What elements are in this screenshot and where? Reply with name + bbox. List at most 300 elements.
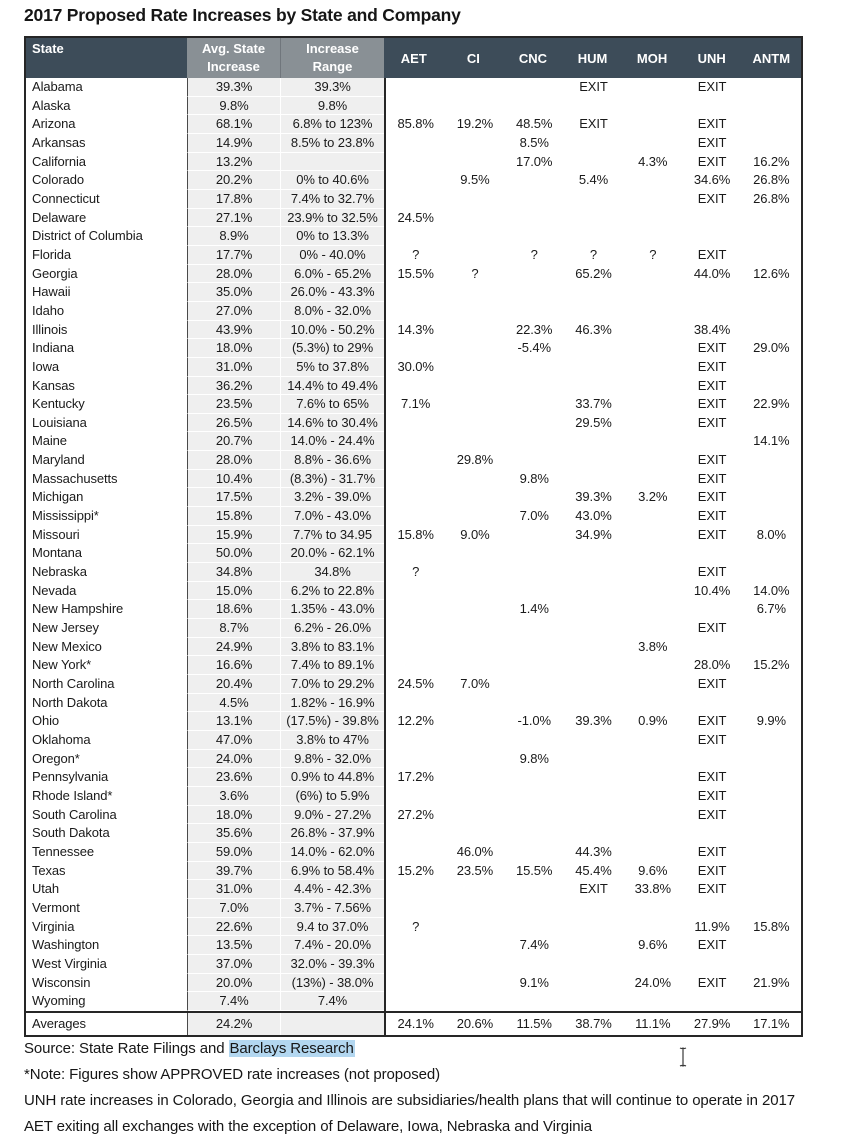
company-value-cell-moh: ? bbox=[649, 246, 657, 262]
text-ibeam-cursor bbox=[677, 1046, 689, 1068]
table-row bbox=[26, 134, 801, 153]
company-value-cell-hum bbox=[564, 134, 623, 153]
company-value-cell-antm: 26.8% bbox=[753, 190, 790, 206]
company-value-cell-aet bbox=[386, 656, 445, 675]
averages-label: Averages bbox=[32, 1015, 86, 1031]
company-values bbox=[384, 694, 801, 713]
table-row bbox=[26, 283, 801, 302]
company-value-cell-aet bbox=[386, 97, 445, 116]
company-value-cell-ci bbox=[445, 936, 504, 955]
range-header-line1: Increase bbox=[306, 41, 359, 56]
range-cell: (8.3%) - 31.7% bbox=[280, 470, 384, 489]
company-value-cell-hum bbox=[564, 787, 623, 806]
avg-increase-cell: 16.6% bbox=[187, 656, 280, 675]
company-value-cell-hum bbox=[564, 992, 623, 1011]
company-value-cell-moh bbox=[623, 115, 682, 134]
state-cell: Oklahoma bbox=[32, 731, 91, 747]
company-value-cell-cnc bbox=[505, 526, 564, 545]
range-cell: 14.4% to 49.4% bbox=[280, 377, 384, 396]
company-value-cell-antm bbox=[742, 992, 801, 1011]
range-cell: 7.0% - 43.0% bbox=[280, 507, 384, 526]
company-value-cell-aet bbox=[386, 377, 445, 396]
range-cell: (5.3%) to 29% bbox=[280, 339, 384, 358]
company-value-cell-cnc: 48.5% bbox=[516, 116, 553, 132]
company-value-cell-moh bbox=[623, 377, 682, 396]
company-value-cell-hum bbox=[564, 432, 623, 451]
column-header-ci: CI bbox=[466, 50, 480, 66]
company-value-cell-ci bbox=[445, 97, 504, 116]
company-value-cell-cnc bbox=[505, 787, 564, 806]
state-cell: Delaware bbox=[32, 209, 87, 225]
range-cell: 7.0% to 29.2% bbox=[280, 675, 384, 694]
company-value-cell-moh bbox=[623, 843, 682, 862]
company-value-cell-moh: 0.9% bbox=[638, 713, 668, 729]
state-cell: Mississippi* bbox=[32, 508, 99, 524]
average-value-cell-unh: 27.9% bbox=[693, 1015, 731, 1031]
company-value-cell-unh bbox=[682, 544, 741, 563]
company-values bbox=[384, 227, 801, 246]
table-row bbox=[26, 507, 801, 526]
avg-header-line2: Increase bbox=[207, 59, 260, 74]
company-value-cell-cnc bbox=[505, 283, 564, 302]
company-value-cell-moh bbox=[623, 619, 682, 638]
company-value-cell-unh: EXIT bbox=[697, 787, 727, 803]
company-value-cell-ci bbox=[445, 899, 504, 918]
company-value-cell-moh bbox=[623, 78, 682, 97]
company-value-cell-unh: EXIT bbox=[697, 358, 727, 374]
company-value-cell-hum: EXIT bbox=[579, 881, 608, 897]
company-value-cell-hum bbox=[564, 582, 623, 601]
state-cell: Colorado bbox=[32, 172, 84, 188]
company-value-cell-aet bbox=[386, 451, 445, 470]
range-cell: 1.35% - 43.0% bbox=[280, 600, 384, 619]
company-value-cell-unh bbox=[682, 694, 741, 713]
company-value-cell-aet bbox=[386, 899, 445, 918]
state-cell: South Carolina bbox=[32, 806, 117, 822]
range-cell: 20.0% - 62.1% bbox=[280, 544, 384, 563]
company-value-cell-aet bbox=[386, 619, 445, 638]
company-value-cell-aet: ? bbox=[412, 918, 420, 934]
table-row bbox=[26, 694, 801, 713]
avg-increase-cell: 28.0% bbox=[187, 265, 280, 284]
company-value-cell-ci bbox=[445, 358, 504, 377]
company-value-cell-unh: EXIT bbox=[697, 769, 727, 785]
company-value-cell-cnc bbox=[505, 432, 564, 451]
company-values bbox=[384, 432, 801, 451]
company-value-cell-aet bbox=[386, 824, 445, 843]
company-value-cell-antm bbox=[742, 955, 801, 974]
company-value-cell-unh: 44.0% bbox=[693, 265, 731, 281]
company-values bbox=[384, 358, 801, 377]
company-values bbox=[384, 153, 801, 172]
company-value-cell-antm bbox=[742, 283, 801, 302]
company-value-cell-ci bbox=[445, 507, 504, 526]
company-value-cell-unh: EXIT bbox=[697, 731, 727, 747]
company-value-cell-moh bbox=[623, 134, 682, 153]
column-header-increase-range bbox=[280, 38, 384, 78]
company-value-cell-unh: EXIT bbox=[697, 881, 727, 897]
source-highlighted-text: Barclays Research bbox=[229, 1040, 354, 1057]
company-value-cell-ci bbox=[445, 824, 504, 843]
state-cell: Ohio bbox=[32, 713, 60, 729]
state-cell: Massachusetts bbox=[32, 470, 118, 486]
company-value-cell-cnc: ? bbox=[530, 246, 538, 262]
range-cell: 6.0% - 65.2% bbox=[280, 265, 384, 284]
company-value-cell-aet bbox=[386, 638, 445, 657]
range-cell: 4.4% - 42.3% bbox=[280, 880, 384, 899]
avg-increase-cell: 20.4% bbox=[187, 675, 280, 694]
company-value-cell-hum: 39.3% bbox=[575, 713, 612, 729]
company-value-cell-aet bbox=[386, 600, 445, 619]
company-value-cell-unh: EXIT bbox=[697, 564, 727, 580]
avg-increase-cell: 17.7% bbox=[187, 246, 280, 265]
avg-header-line1: Avg. State bbox=[201, 41, 266, 56]
range-cell: 7.6% to 65% bbox=[280, 395, 384, 414]
company-value-cell-moh bbox=[623, 731, 682, 750]
company-value-cell-aet bbox=[386, 787, 445, 806]
company-value-cell-antm bbox=[742, 377, 801, 396]
company-value-cell-hum bbox=[564, 824, 623, 843]
range-cell: 1.82% - 16.9% bbox=[280, 694, 384, 713]
company-values bbox=[384, 209, 801, 228]
state-cell: Idaho bbox=[32, 302, 65, 318]
company-values bbox=[384, 918, 801, 937]
company-value-cell-moh bbox=[623, 358, 682, 377]
avg-increase-cell: 24.9% bbox=[187, 638, 280, 657]
average-value-cell-moh: 11.1% bbox=[635, 1015, 671, 1031]
company-value-cell-aet bbox=[386, 190, 445, 209]
company-value-cell-moh bbox=[623, 451, 682, 470]
company-value-cell-aet: 30.0% bbox=[397, 358, 434, 374]
table-row bbox=[26, 246, 801, 265]
avg-increase-cell: 20.0% bbox=[187, 974, 280, 993]
table-row bbox=[26, 526, 801, 545]
company-value-cell-cnc: 7.4% bbox=[519, 937, 549, 953]
company-value-cell-cnc: 8.5% bbox=[519, 134, 549, 150]
company-value-cell-antm bbox=[742, 619, 801, 638]
state-cell: Arkansas bbox=[32, 134, 86, 150]
company-value-cell-hum bbox=[564, 563, 623, 582]
range-cell: (13%) - 38.0% bbox=[280, 974, 384, 993]
avg-increase-cell: 20.7% bbox=[187, 432, 280, 451]
company-value-cell-antm: 26.8% bbox=[753, 172, 790, 188]
table-row bbox=[26, 656, 801, 675]
company-value-cell-antm bbox=[742, 78, 801, 97]
company-value-cell-aet bbox=[386, 227, 445, 246]
state-cell: Maine bbox=[32, 433, 67, 449]
avg-increase-cell: 15.0% bbox=[187, 582, 280, 601]
company-value-cell-moh bbox=[623, 414, 682, 433]
company-value-cell-moh: 3.2% bbox=[638, 489, 668, 505]
range-cell: 6.2% to 22.8% bbox=[280, 582, 384, 601]
company-values bbox=[384, 787, 801, 806]
state-cell: Florida bbox=[32, 246, 72, 262]
company-value-cell-hum: 46.3% bbox=[575, 321, 612, 337]
table-row bbox=[26, 227, 801, 246]
company-values bbox=[384, 582, 801, 601]
state-cell: South Dakota bbox=[32, 825, 110, 841]
company-value-cell-cnc bbox=[505, 78, 564, 97]
company-value-cell-moh bbox=[623, 190, 682, 209]
company-value-cell-hum bbox=[564, 936, 623, 955]
state-cell: Kentucky bbox=[32, 396, 85, 412]
state-cell: Maryland bbox=[32, 452, 85, 468]
range-cell: 5% to 37.8% bbox=[280, 358, 384, 377]
company-value-cell-hum bbox=[564, 694, 623, 713]
table-row bbox=[26, 750, 801, 769]
company-value-cell-antm bbox=[742, 750, 801, 769]
avg-increase-cell: 17.5% bbox=[187, 488, 280, 507]
company-value-cell-aet: 24.5% bbox=[397, 676, 434, 691]
company-value-cell-moh: 4.3% bbox=[638, 153, 668, 169]
company-value-cell-unh: 28.0% bbox=[693, 657, 731, 673]
state-cell: Wisconsin bbox=[32, 974, 91, 990]
avg-increase-cell: 9.8% bbox=[187, 97, 280, 116]
company-value-cell-unh: 34.6% bbox=[693, 172, 731, 188]
company-values bbox=[384, 992, 801, 1011]
company-value-cell-antm bbox=[742, 880, 801, 899]
company-value-cell-antm: 9.9% bbox=[756, 713, 786, 729]
company-value-cell-cnc: 9.1% bbox=[519, 974, 549, 990]
table-row bbox=[26, 451, 801, 470]
table-row bbox=[26, 470, 801, 489]
company-value-cell-ci bbox=[445, 656, 504, 675]
range-cell: 9.4 to 37.0% bbox=[280, 918, 384, 937]
company-value-cell-ci bbox=[445, 712, 504, 731]
company-value-cell-hum bbox=[564, 451, 623, 470]
company-values bbox=[384, 134, 801, 153]
company-value-cell-cnc: 7.0% bbox=[519, 508, 549, 524]
company-value-cell-ci bbox=[445, 880, 504, 899]
company-value-cell-hum bbox=[564, 339, 623, 358]
column-header-antm: ANTM bbox=[752, 50, 791, 66]
company-value-cell-aet: 7.1% bbox=[401, 396, 431, 412]
company-value-cell-hum bbox=[564, 302, 623, 321]
range-cell: 32.0% - 39.3% bbox=[280, 955, 384, 974]
company-value-cell-hum bbox=[564, 227, 623, 246]
state-cell: Indiana bbox=[32, 340, 74, 356]
company-value-cell-aet bbox=[386, 955, 445, 974]
avg-increase-cell: 27.1% bbox=[187, 209, 280, 228]
state-cell: Texas bbox=[32, 862, 66, 878]
company-value-cell-ci bbox=[445, 339, 504, 358]
averages-range-cell bbox=[280, 1013, 384, 1035]
state-cell: District of Columbia bbox=[32, 228, 143, 244]
company-value-cell-ci bbox=[445, 209, 504, 228]
company-value-cell-moh bbox=[623, 824, 682, 843]
company-value-cell-ci: 29.8% bbox=[456, 452, 494, 468]
average-value-cell-antm: 17.1% bbox=[753, 1015, 790, 1031]
company-value-cell-unh: EXIT bbox=[697, 843, 727, 859]
company-value-cell-ci bbox=[445, 134, 504, 153]
range-cell: 26.8% - 37.9% bbox=[280, 824, 384, 843]
state-cell: California bbox=[32, 153, 86, 169]
company-value-cell-antm bbox=[742, 470, 801, 489]
state-cell: Hawaii bbox=[32, 284, 71, 300]
company-values bbox=[384, 862, 801, 881]
company-value-cell-aet bbox=[386, 582, 445, 601]
avg-increase-cell: 23.5% bbox=[187, 395, 280, 414]
company-values bbox=[384, 470, 801, 489]
company-value-cell-hum: ? bbox=[589, 246, 598, 262]
company-value-cell-cnc bbox=[505, 171, 564, 190]
company-value-cell-cnc: 9.8% bbox=[519, 750, 549, 766]
company-value-cell-antm: 14.1% bbox=[753, 433, 790, 449]
company-value-cell-antm bbox=[742, 227, 801, 246]
table-row bbox=[26, 787, 801, 806]
range-cell: 23.9% to 32.5% bbox=[280, 209, 384, 228]
avg-increase-cell: 36.2% bbox=[187, 377, 280, 396]
company-values bbox=[384, 190, 801, 209]
company-value-cell-aet bbox=[386, 936, 445, 955]
company-value-cell-antm bbox=[742, 862, 801, 881]
table-row bbox=[26, 265, 801, 284]
company-values bbox=[384, 712, 801, 731]
averages-company-values bbox=[384, 1013, 801, 1035]
company-headers bbox=[384, 38, 801, 78]
company-value-cell-cnc bbox=[505, 395, 564, 414]
company-value-cell-moh bbox=[623, 992, 682, 1011]
company-value-cell-unh bbox=[682, 432, 741, 451]
company-value-cell-cnc bbox=[505, 190, 564, 209]
company-value-cell-aet bbox=[386, 992, 445, 1011]
company-value-cell-unh bbox=[682, 750, 741, 769]
company-value-cell-moh bbox=[623, 339, 682, 358]
table-row bbox=[26, 955, 801, 974]
company-value-cell-aet: 12.2% bbox=[397, 713, 434, 729]
company-value-cell-aet bbox=[386, 750, 445, 769]
company-value-cell-antm bbox=[742, 488, 801, 507]
company-value-cell-hum bbox=[564, 675, 623, 694]
company-value-cell-moh bbox=[623, 563, 682, 582]
avg-increase-cell: 39.7% bbox=[187, 862, 280, 881]
company-value-cell-moh bbox=[623, 600, 682, 619]
company-values bbox=[384, 451, 801, 470]
company-values bbox=[384, 171, 801, 190]
company-value-cell-cnc bbox=[505, 731, 564, 750]
company-value-cell-moh: 24.0% bbox=[634, 974, 671, 990]
column-header-unh: UNH bbox=[697, 50, 726, 66]
company-value-cell-cnc bbox=[505, 768, 564, 787]
company-value-cell-moh bbox=[623, 750, 682, 769]
company-value-cell-aet: 24.5% bbox=[397, 209, 434, 225]
company-value-cell-cnc bbox=[505, 899, 564, 918]
company-values bbox=[384, 600, 801, 619]
column-header-moh: MOH bbox=[636, 50, 668, 66]
company-value-cell-ci bbox=[445, 806, 504, 825]
range-header-line2: Range bbox=[312, 59, 353, 74]
state-cell: Utah bbox=[32, 881, 60, 897]
avg-increase-cell: 50.0% bbox=[187, 544, 280, 563]
company-value-cell-moh bbox=[623, 955, 682, 974]
table-row bbox=[26, 918, 801, 937]
company-value-cell-ci: 46.0% bbox=[456, 843, 494, 859]
table-row bbox=[26, 321, 801, 340]
company-values bbox=[384, 974, 801, 993]
company-value-cell-moh: 33.8% bbox=[634, 881, 671, 897]
state-cell: Virginia bbox=[32, 918, 75, 934]
company-value-cell-antm bbox=[742, 638, 801, 657]
company-value-cell-unh bbox=[682, 899, 741, 918]
company-value-cell-ci: 19.2% bbox=[456, 116, 494, 132]
company-value-cell-ci bbox=[445, 582, 504, 601]
table-row bbox=[26, 731, 801, 750]
company-value-cell-moh bbox=[623, 302, 682, 321]
range-cell: 39.3% bbox=[280, 78, 384, 97]
company-value-cell-aet bbox=[386, 731, 445, 750]
company-value-cell-antm: 12.6% bbox=[753, 265, 790, 281]
company-value-cell-antm: 14.0% bbox=[753, 582, 790, 598]
company-value-cell-hum bbox=[564, 656, 623, 675]
range-cell bbox=[280, 153, 384, 172]
company-value-cell-antm: 16.2% bbox=[753, 153, 790, 169]
avg-increase-cell: 39.3% bbox=[187, 78, 280, 97]
range-cell: (6%) to 5.9% bbox=[280, 787, 384, 806]
range-cell: 8.8% - 36.6% bbox=[280, 451, 384, 470]
company-value-cell-antm bbox=[742, 414, 801, 433]
table-row bbox=[26, 209, 801, 228]
company-values bbox=[384, 750, 801, 769]
table-row bbox=[26, 880, 801, 899]
company-value-cell-ci bbox=[445, 544, 504, 563]
range-cell: 9.8% bbox=[280, 97, 384, 116]
company-value-cell-moh bbox=[623, 395, 682, 414]
company-value-cell-cnc bbox=[505, 265, 564, 284]
company-value-cell-hum: 65.2% bbox=[575, 265, 612, 281]
company-value-cell-hum bbox=[564, 470, 623, 489]
average-value-cell-cnc: 11.5% bbox=[516, 1015, 552, 1031]
table-row bbox=[26, 153, 801, 172]
state-cell: North Carolina bbox=[32, 676, 115, 691]
company-value-cell-cnc bbox=[505, 451, 564, 470]
company-value-cell-hum bbox=[564, 750, 623, 769]
state-cell: Louisiana bbox=[32, 414, 87, 430]
company-value-cell-unh bbox=[682, 283, 741, 302]
company-value-cell-hum bbox=[564, 283, 623, 302]
company-value-cell-moh bbox=[623, 507, 682, 526]
company-value-cell-hum: 29.5% bbox=[575, 414, 612, 430]
avg-increase-cell: 4.5% bbox=[187, 694, 280, 713]
state-cell: Oregon* bbox=[32, 750, 80, 766]
company-value-cell-cnc bbox=[505, 675, 564, 694]
company-value-cell-unh: EXIT bbox=[697, 508, 727, 524]
company-value-cell-unh: EXIT bbox=[697, 79, 727, 94]
company-value-cell-ci: 7.0% bbox=[460, 676, 490, 691]
range-cell: 7.4% to 32.7% bbox=[280, 190, 384, 209]
state-cell: Illinois bbox=[32, 321, 68, 337]
company-value-cell-hum: EXIT bbox=[579, 116, 608, 132]
range-cell: 7.4% to 89.1% bbox=[280, 656, 384, 675]
company-value-cell-antm bbox=[742, 843, 801, 862]
company-value-cell-unh: EXIT bbox=[697, 377, 727, 393]
company-value-cell-cnc bbox=[505, 619, 564, 638]
state-cell: Rhode Island* bbox=[32, 787, 113, 803]
company-values bbox=[384, 731, 801, 750]
table-row bbox=[26, 432, 801, 451]
company-value-cell-ci: 9.5% bbox=[460, 172, 490, 188]
company-values bbox=[384, 321, 801, 340]
company-values bbox=[384, 619, 801, 638]
company-value-cell-antm: 6.7% bbox=[756, 601, 786, 617]
company-value-cell-cnc bbox=[505, 843, 564, 862]
company-value-cell-unh bbox=[682, 209, 741, 228]
note-unh: UNH rate increases in Colorado, Georgia and Illinois are subsidiaries/health plans that will continue to operate in 2017 bbox=[24, 1092, 795, 1109]
company-value-cell-cnc bbox=[505, 880, 564, 899]
avg-increase-cell: 43.9% bbox=[187, 321, 280, 340]
avg-increase-cell: 18.0% bbox=[187, 339, 280, 358]
company-value-cell-ci bbox=[445, 638, 504, 657]
company-value-cell-hum bbox=[564, 97, 623, 116]
